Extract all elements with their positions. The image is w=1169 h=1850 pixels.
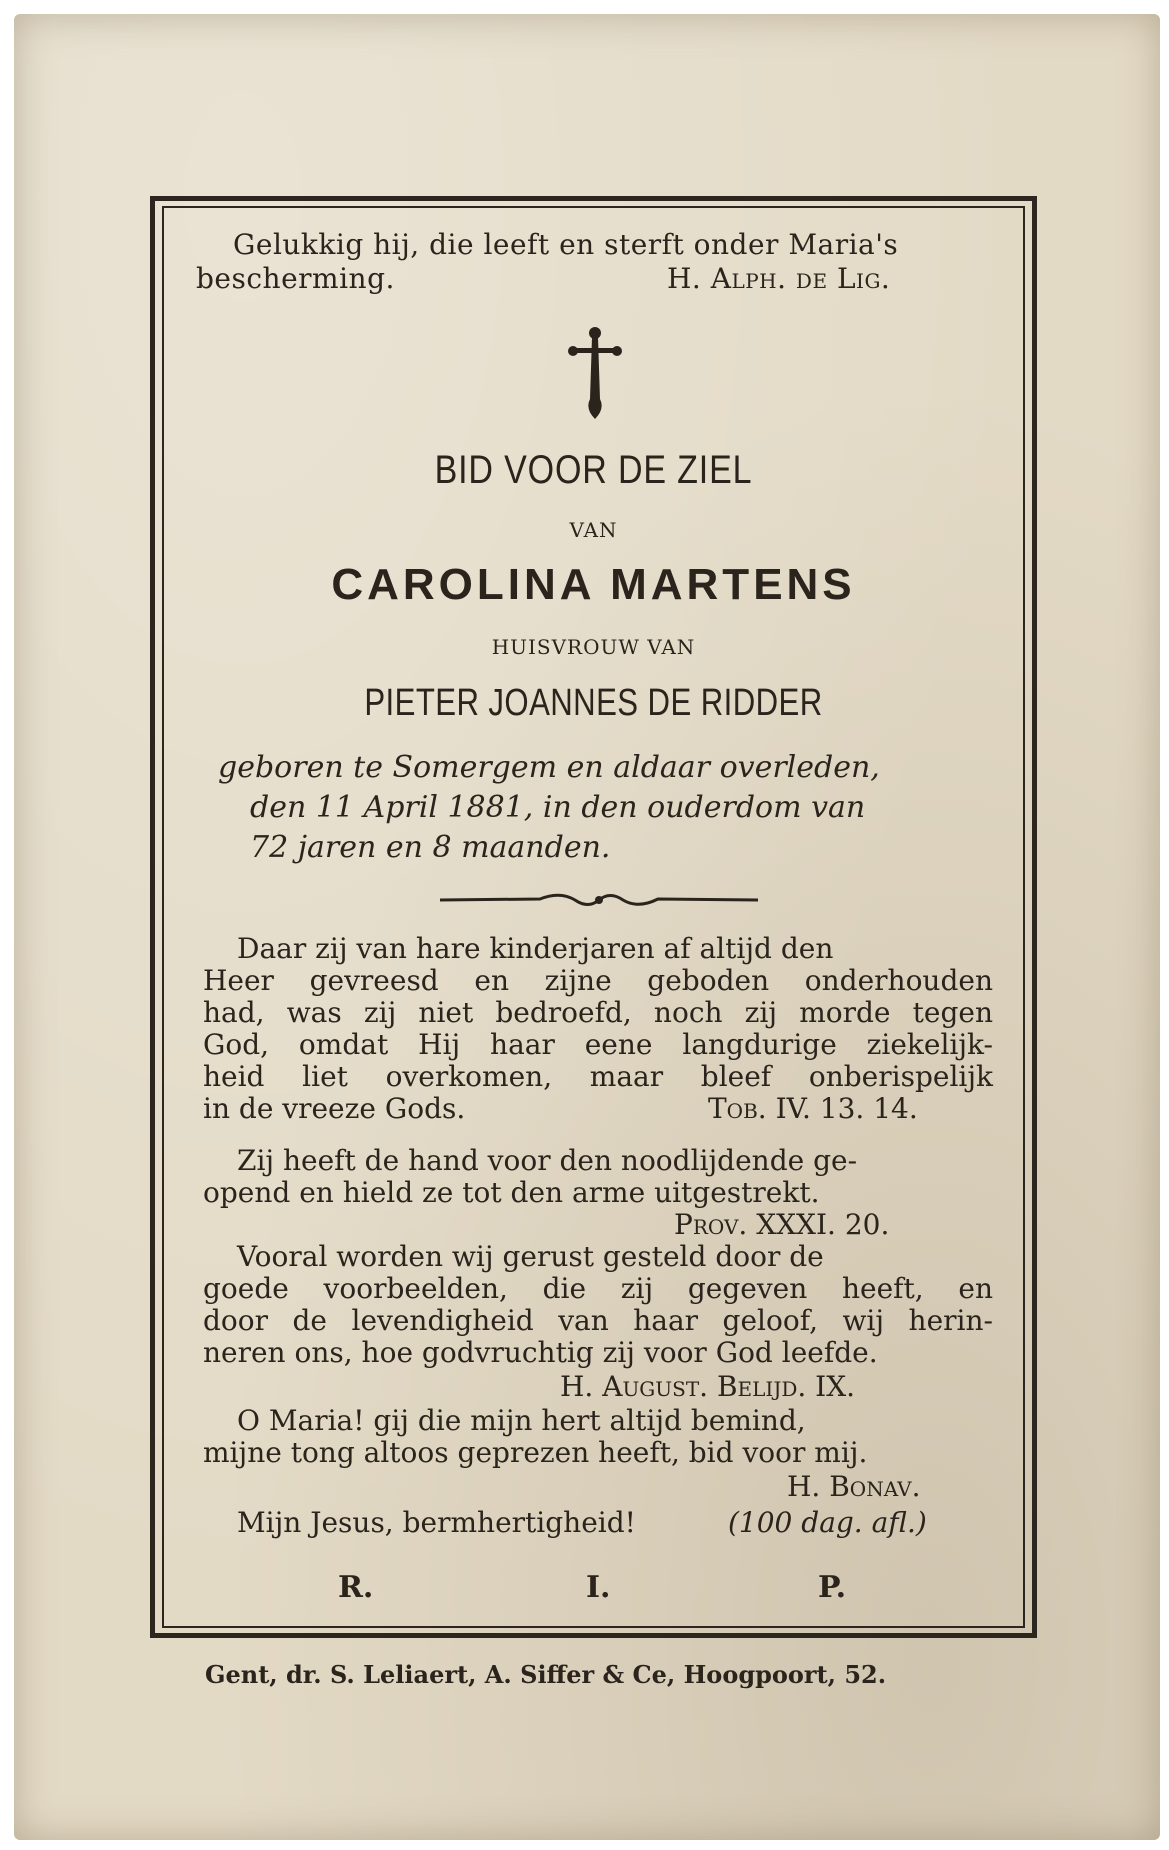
verse-4-line-2: mijne tong altoos geprezen heeft, bid voor mij. <box>203 1436 868 1469</box>
verse-3-line-4: neren ons, hoe godvruchtig zij voor God leefde. <box>203 1336 878 1369</box>
verse-1-source: Tob. IV. 13. 14. <box>708 1092 918 1125</box>
verse-2-line-2: opend en hield ze tot den arme uitgestrekt. <box>203 1176 820 1209</box>
relation-label: HUISVROUW VAN <box>491 635 696 659</box>
verse-4-source: H. Bonav. <box>787 1470 921 1503</box>
deceased-name: CAROLINA MARTENS <box>331 560 856 609</box>
prayer-text: Mijn Jesus, bermhertigheid! <box>237 1506 636 1539</box>
verse-3-line-3: door de levendigheid van haar geloof, wij herin- <box>203 1304 993 1337</box>
verse-4-line-1: O Maria! gij die mijn hert altijd bemind, <box>237 1404 806 1437</box>
printer-imprint: Gent, dr. S. Leliaert, A. Siffer & Ce, Hoogpoort, 52. <box>205 1660 887 1689</box>
ornament-divider-icon <box>440 887 758 913</box>
rip-p: P. <box>818 1570 847 1605</box>
verse-3-line-2: goede voorbeelden, die zij gegeven heeft, en <box>203 1272 993 1305</box>
spouse-name: PIETER JOANNES DE RIDDER <box>364 682 823 724</box>
epigraph-line-2: bescherming. <box>196 262 395 295</box>
page-title: BID VOOR DE ZIEL <box>434 448 753 492</box>
verse-1-line-6: in de vreeze Gods. <box>203 1092 466 1125</box>
birth-line-2: den 11 April 1881, in den ouderdom van <box>250 790 866 825</box>
indulgence-note: (100 dag. afl.) <box>728 1506 927 1539</box>
birth-line-3: 72 jaren en 8 maanden. <box>250 830 611 865</box>
verse-1-line-2: Heer gevreesd en zijne geboden onderhouden <box>203 964 993 997</box>
epigraph-source: H. Alph. de Lig. <box>667 262 891 295</box>
verse-1-line-5: heid liet overkomen, maar bleef onberispelijk <box>203 1060 993 1093</box>
cross-icon <box>565 325 625 421</box>
verse-1-line-1: Daar zij van hare kinderjaren af altijd den <box>237 932 834 965</box>
verse-3-line-1: Vooral worden wij gerust gesteld door de <box>237 1240 824 1273</box>
van-label: VAN <box>569 518 618 542</box>
verse-1-line-4: God, omdat Hij haar eene langdurige ziekelijk- <box>203 1028 993 1061</box>
verse-2-source: Prov. XXXI. 20. <box>674 1208 890 1241</box>
birth-line-1: geboren te Somergem en aldaar overleden, <box>218 750 880 785</box>
verse-3-source: H. August. Belijd. IX. <box>560 1370 856 1403</box>
verse-1-line-3: had, was zij niet bedroefd, noch zij morde tegen <box>203 996 993 1029</box>
rip-i: I. <box>586 1570 611 1605</box>
epigraph-line-1: Gelukkig hij, die leeft en sterft onder Maria's <box>233 228 899 261</box>
verse-2-line-1: Zij heeft de hand voor den noodlijdende ge- <box>237 1144 858 1177</box>
rip-r: R. <box>338 1570 374 1605</box>
